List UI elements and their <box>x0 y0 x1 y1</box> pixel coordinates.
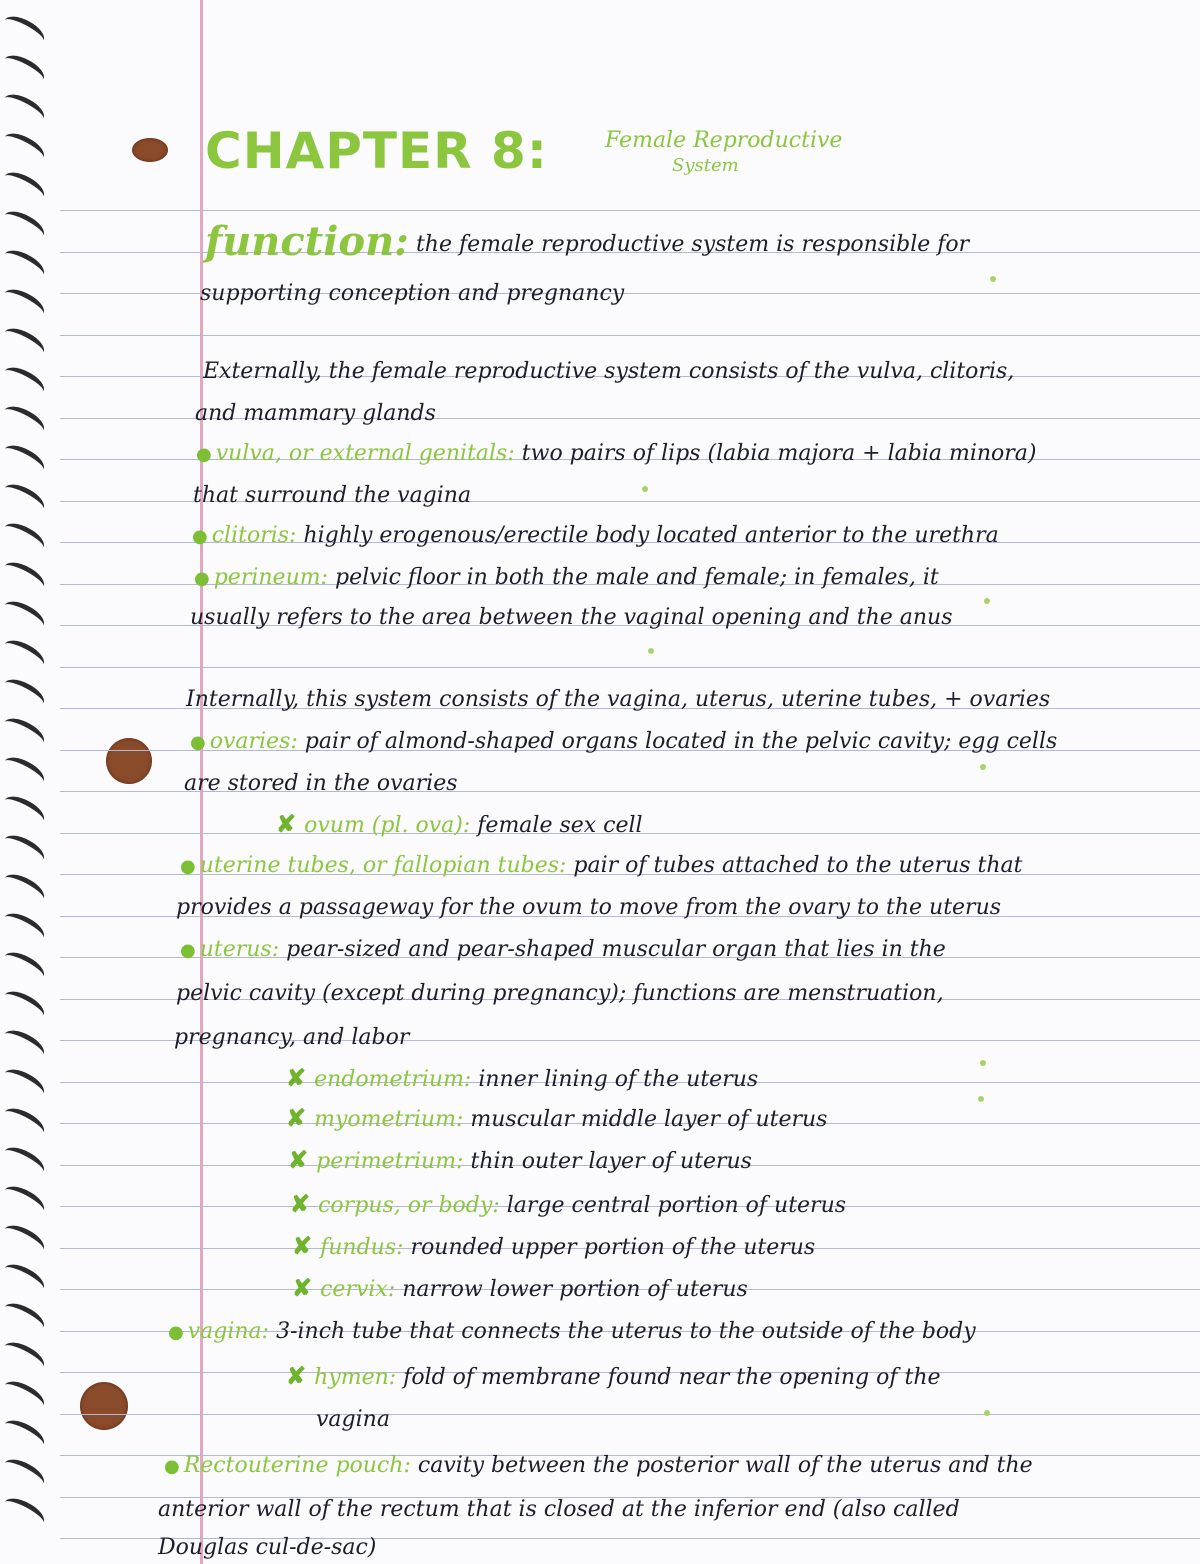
spiral-ring <box>0 167 48 206</box>
vulva-definition-2: that surround the vagina <box>193 483 472 508</box>
pouch-line-2 <box>158 1496 960 1524</box>
ovum-line <box>276 810 643 840</box>
x-mark-icon: ✘ <box>290 1189 311 1218</box>
uterus-definition-3: pregnancy, and labor <box>174 1025 410 1050</box>
spiral-ring <box>0 206 48 245</box>
rule-line <box>60 335 1200 336</box>
spiral-ring <box>0 1298 48 1337</box>
vulva-definition-1: two pairs of lips (labia majora + labia minora) <box>521 441 1037 466</box>
uterus-part-term: endometrium: <box>314 1067 472 1092</box>
ovum-term: ovum (pl. ova): <box>304 813 471 838</box>
bullet-icon: ● <box>164 1456 180 1477</box>
vagina-line <box>168 1318 976 1347</box>
spiral-ring <box>0 128 48 167</box>
x-mark-icon: ✘ <box>286 1103 307 1132</box>
uterus-part-line <box>292 1274 748 1304</box>
uterus-definition-1: pear-sized and pear-shaped muscular organ that lies in the <box>286 937 946 962</box>
bullet-icon: ● <box>180 940 196 961</box>
spiral-ring <box>0 1025 48 1064</box>
spiral-ring <box>0 284 48 323</box>
vulva-line-2 <box>193 482 471 510</box>
bullet-icon: ● <box>192 526 208 547</box>
hymen-line-1 <box>286 1362 941 1392</box>
spiral-ring <box>0 479 48 518</box>
punch-hole-bottom <box>80 1382 128 1430</box>
uterus-part-term: corpus, or body: <box>318 1193 500 1218</box>
spiral-ring <box>0 791 48 830</box>
spiral-ring <box>0 713 48 752</box>
spiral-ring <box>0 1103 48 1142</box>
spiral-ring <box>0 752 48 791</box>
chapter-subtitle-line2: System <box>672 155 739 176</box>
spiral-ring <box>0 440 48 479</box>
spiral-ring <box>0 362 48 401</box>
uterus-line-2 <box>176 980 944 1008</box>
bullet-icon: ● <box>194 568 210 589</box>
title-colon: : <box>526 122 548 180</box>
tubes-term: uterine tubes, or fallopian tubes: <box>199 853 567 878</box>
ovaries-term: ovaries: <box>209 729 298 754</box>
uterus-part-definition: narrow lower portion of uterus <box>402 1277 748 1302</box>
clitoris-line <box>192 522 999 551</box>
function-text-2: supporting conception and pregnancy <box>200 281 625 306</box>
chapter-subtitle-line1: Female Reproductive <box>605 128 843 153</box>
page-title <box>205 122 548 180</box>
uterus-part-line <box>286 1104 827 1134</box>
bullet-icon: ● <box>190 732 206 753</box>
spiral-ring <box>0 830 48 869</box>
punch-hole-middle <box>106 738 152 784</box>
hymen-term: hymen: <box>314 1365 397 1390</box>
uterus-part-term: perimetrium: <box>316 1149 464 1174</box>
uterus-term: uterus: <box>199 937 280 962</box>
perineum-term: perineum: <box>213 565 329 590</box>
perineum-line-1 <box>194 564 939 593</box>
bullet-icon: ● <box>180 856 196 877</box>
spiral-ring <box>0 401 48 440</box>
internal-intro <box>186 686 1050 714</box>
pouch-definition-2: anterior wall of the rectum that is closed at the inferior end (also called <box>158 1497 960 1522</box>
spiral-ring <box>0 908 48 947</box>
spiral-ring <box>0 11 48 50</box>
spiral-ring <box>0 1064 48 1103</box>
x-mark-icon: ✘ <box>276 809 297 838</box>
bullet-icon: ● <box>196 444 212 465</box>
chapter-title: CHAPTER 8 <box>205 122 527 180</box>
tubes-line-2 <box>176 894 1001 922</box>
clitoris-term: clitoris: <box>211 523 297 548</box>
rule-line <box>60 667 1200 668</box>
perineum-definition-2: usually refers to the area between the vaginal opening and the anus <box>190 605 953 630</box>
spiral-ring <box>0 1142 48 1181</box>
function-heading: function: <box>205 218 409 265</box>
x-mark-icon: ✘ <box>286 1063 307 1092</box>
spiral-ring <box>0 986 48 1025</box>
ink-dot <box>980 764 986 770</box>
spiral-ring <box>0 1337 48 1376</box>
x-mark-icon: ✘ <box>288 1145 309 1174</box>
spiral-ring <box>0 635 48 674</box>
spiral-ring <box>0 1415 48 1454</box>
ink-dot <box>984 1410 990 1416</box>
pouch-line-1 <box>164 1452 1033 1481</box>
perineum-definition-1: pelvic floor in both the male and female; in females, it <box>335 565 939 590</box>
vulva-term: vulva, or external genitals: <box>215 441 515 466</box>
ink-dot <box>980 1060 986 1066</box>
uterus-part-line <box>292 1232 815 1262</box>
rule-line <box>60 1414 1200 1415</box>
x-mark-icon: ✘ <box>292 1273 313 1302</box>
rule-line <box>60 210 1200 211</box>
hymen-line-2 <box>316 1406 390 1434</box>
spiral-ring <box>0 245 48 284</box>
uterus-part-definition: thin outer layer of uterus <box>470 1149 752 1174</box>
pouch-term: Rectouterine pouch: <box>183 1453 411 1478</box>
uterus-line-1 <box>180 936 946 965</box>
spiral-ring <box>0 518 48 557</box>
x-mark-icon: ✘ <box>286 1361 307 1390</box>
spiral-ring <box>0 323 48 362</box>
uterus-line-3 <box>174 1024 409 1052</box>
uterus-part-term: myometrium: <box>314 1107 464 1132</box>
hymen-definition-1: fold of membrane found near the opening of the <box>403 1365 941 1390</box>
spiral-binding <box>0 20 60 1560</box>
external-intro-text-2: and mammary glands <box>195 401 436 426</box>
ovaries-line-2 <box>184 770 458 798</box>
spiral-ring <box>0 50 48 89</box>
ink-dot <box>984 598 990 604</box>
spiral-ring <box>0 1259 48 1298</box>
spiral-ring <box>0 947 48 986</box>
spiral-ring <box>0 869 48 908</box>
function-line-2 <box>200 280 624 308</box>
x-mark-icon: ✘ <box>292 1231 313 1260</box>
ink-dot <box>642 486 648 492</box>
ovaries-line-1 <box>190 728 1057 757</box>
internal-intro-text: Internally, this system consists of the vagina, uterus, uterine tubes, + ovaries <box>186 687 1051 712</box>
ovum-definition: female sex cell <box>477 813 643 838</box>
ink-dot <box>978 1096 984 1102</box>
hymen-definition-2: vagina <box>316 1407 390 1432</box>
punch-hole-top <box>132 138 168 162</box>
uterus-part-line <box>290 1190 846 1220</box>
function-text-1: the female reproductive system is responsible for <box>415 232 970 257</box>
pouch-definition-3: Douglas cul-de-sac) <box>158 1535 377 1560</box>
spiral-ring <box>0 1220 48 1259</box>
function-line-1 <box>205 218 970 265</box>
tubes-line-1 <box>180 852 1023 881</box>
vagina-definition: 3-inch tube that connects the uterus to the outside of the body <box>276 1319 976 1344</box>
vulva-line-1 <box>196 440 1037 469</box>
uterus-part-line <box>286 1064 758 1094</box>
ovaries-definition-1: pair of almond-shaped organs located in the pelvic cavity; egg cells <box>304 729 1058 754</box>
pouch-line-3 <box>158 1534 376 1562</box>
spiral-ring <box>0 1493 48 1532</box>
uterus-part-definition: large central portion of uterus <box>506 1193 847 1218</box>
perineum-line-2 <box>190 604 953 632</box>
tubes-definition-1: pair of tubes attached to the uterus that <box>573 853 1023 878</box>
external-intro-text-1: Externally, the female reproductive system consists of the vulva, clitoris, <box>203 359 1015 384</box>
external-intro-1 <box>203 358 1014 386</box>
spiral-ring <box>0 1181 48 1220</box>
uterus-part-definition: muscular middle layer of uterus <box>470 1107 828 1132</box>
pouch-definition-1: cavity between the posterior wall of the uterus and the <box>417 1453 1033 1478</box>
spiral-ring <box>0 1454 48 1493</box>
spiral-ring <box>0 1376 48 1415</box>
spiral-ring <box>0 89 48 128</box>
external-intro-2 <box>195 400 436 428</box>
tubes-definition-2: provides a passageway for the ovum to move from the ovary to the uterus <box>176 895 1002 920</box>
uterus-part-term: cervix: <box>320 1277 396 1302</box>
ink-dot <box>648 648 654 654</box>
spiral-ring <box>0 557 48 596</box>
vagina-term: vagina: <box>187 1319 270 1344</box>
clitoris-definition: highly erogenous/erectile body located anterior to the urethra <box>303 523 999 548</box>
uterus-part-definition: rounded upper portion of the uterus <box>410 1235 816 1260</box>
uterus-part-term: fundus: <box>320 1235 404 1260</box>
spiral-ring <box>0 596 48 635</box>
bullet-icon: ● <box>168 1322 184 1343</box>
ovaries-definition-2: are stored in the ovaries <box>184 771 458 796</box>
uterus-part-line <box>288 1146 752 1176</box>
ink-dot <box>990 276 996 282</box>
uterus-definition-2: pelvic cavity (except during pregnancy); functions are menstruation, <box>176 981 944 1006</box>
uterus-part-definition: inner lining of the uterus <box>478 1067 759 1092</box>
spiral-ring <box>0 674 48 713</box>
